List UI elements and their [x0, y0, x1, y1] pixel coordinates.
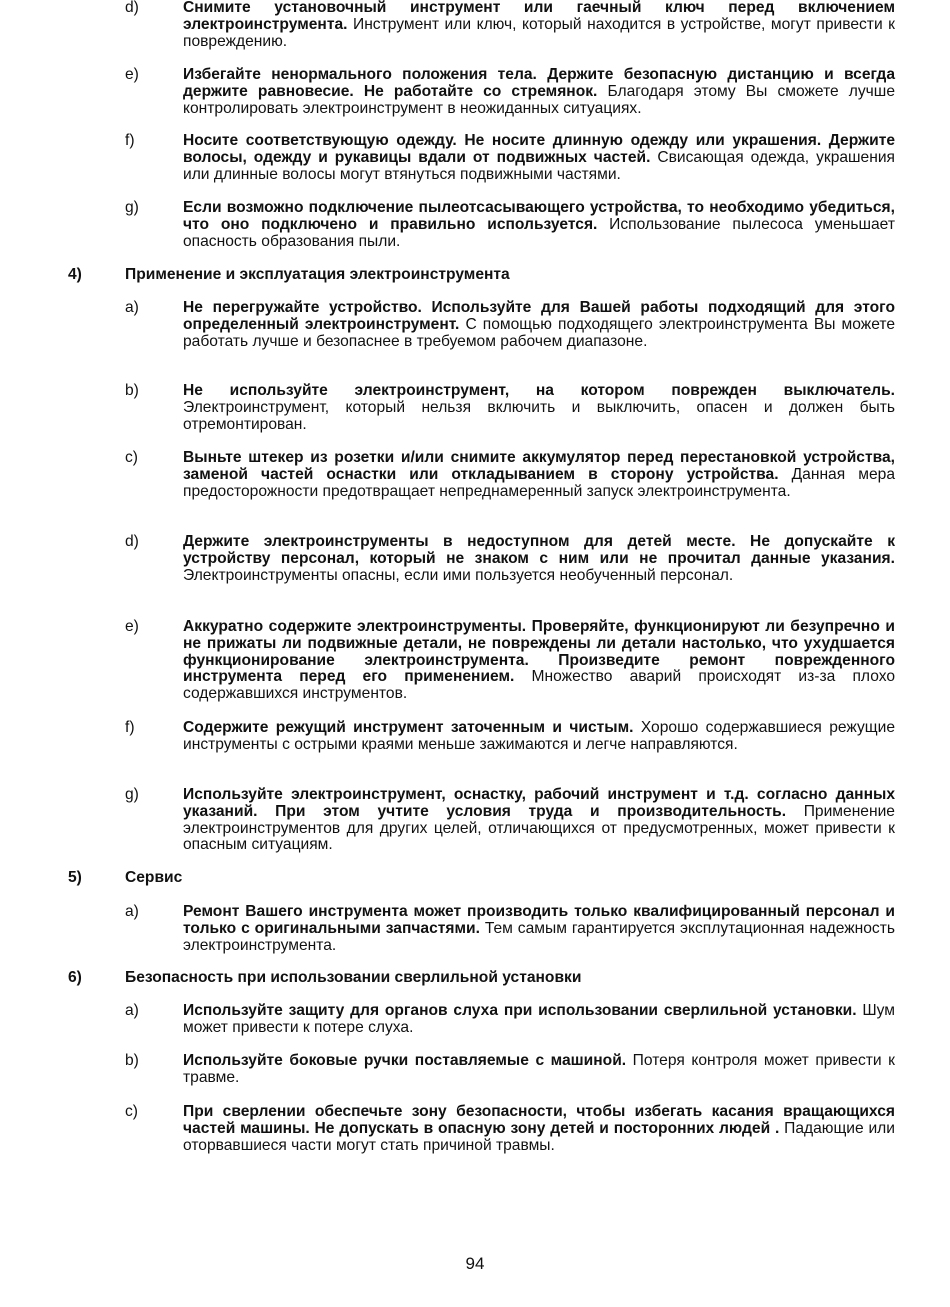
item-emphasis: Носите соответствующую одежду. Не носите длинную одежду или украшения. Держите волосы, одежду и рукавицы вдали от подвижных частей. [183, 132, 895, 166]
item-letter: d) [125, 533, 139, 550]
list-item [183, 904, 895, 954]
item-emphasis: Избегайте ненормального положения тела. Держите безопасную дистанцию и всегда держите равновесие. Не работайте со стремянок. [183, 66, 895, 100]
item-text: Инструмент или ключ, который находится в устройстве, могут привести к повреждению. [183, 15, 895, 50]
item-letter: b) [125, 382, 139, 399]
item-emphasis: Держите электроинструменты в недоступном для детей месте. Не допускайте к устройству персонал, который не знаком с ним или не прочитал данные указания. [183, 533, 895, 567]
item-text: Тем самым гарантируется эксплутационная надежность электроинструмента. [183, 919, 895, 954]
list-item [183, 67, 895, 117]
item-text: Применение электроинструментов для других целей, отличающихся от предусмотренных, может привести к опасным ситуациям. [183, 802, 895, 854]
section-number: 6) [68, 969, 82, 986]
item-letter: a) [125, 903, 139, 920]
list-item [183, 133, 895, 183]
item-emphasis: Не используйте электроинструмент, на котором поврежден выключатель. [183, 382, 895, 399]
item-text: Хорошо содержавшиеся режущие инструменты с острыми краями меньше зажимаются и легче направляются. [183, 719, 895, 753]
section-title: Применение и эксплуатация электроинструмента [125, 266, 510, 283]
list-item [183, 534, 895, 584]
item-emphasis: Если возможно подключение пылеотсасывающего устройства, то необходимо убедиться, что оно подключено и правильно используется. [183, 199, 895, 233]
list-item [183, 1003, 895, 1037]
section-number: 4) [68, 266, 82, 283]
list-item [183, 1104, 895, 1154]
list-item [183, 300, 895, 350]
item-text: Благодаря этому Вы сможете лучше контролировать электроинструмент в неожиданных ситуациях. [183, 82, 895, 117]
item-letter: d) [125, 0, 139, 16]
item-emphasis: Снимите установочный инструмент или гаечный ключ перед включением электроинструмента. [183, 0, 895, 33]
item-letter: g) [125, 199, 139, 216]
item-text: Шум может привести к потере слуха. [183, 1002, 895, 1036]
item-letter: f) [125, 132, 135, 149]
section-number: 5) [68, 869, 82, 886]
list-item [183, 1053, 895, 1087]
item-letter: g) [125, 786, 139, 803]
item-emphasis: Аккуратно содержите электроинструменты. Проверяйте, функционируют ли безупречно и не прижаты ли подвижные детали, не повреждены ли детали настолько, что ухудшается функционирование электроинструмента. Произведите ремонт поврежденного инструмента перед его применением. [183, 618, 895, 686]
item-emphasis: Не перегружайте устройство. Используйте для Вашей работы подходящий для этого определенный электроинструмент. [183, 299, 895, 333]
item-text: С помощью подходящего электроинструмента Вы можете работать лучше и безопаснее в требуемом рабочем диапазоне. [183, 315, 895, 350]
item-text: Потеря контроля может привести к травме. [183, 1052, 895, 1086]
list-item [183, 200, 895, 250]
section-title: Безопасность при использовании сверлильной установки [125, 969, 582, 986]
section-title: Сервис [125, 869, 183, 886]
list-item [183, 0, 895, 50]
item-emphasis: Содержите режущий инструмент заточенным и чистым. [183, 719, 634, 736]
item-text: Данная мера предосторожности предотвращает непреднамеренный запуск электроинструмента. [183, 465, 895, 500]
item-emphasis: Используйте защиту для органов слуха при использовании сверлильной установки. [183, 1002, 857, 1019]
item-text: Падающие или оторвавшиеся части могут стать причиной травмы. [183, 1119, 895, 1154]
item-text: Электроинструмент, который нельзя включить и выключить, опасен и должен быть отремонтирован. [183, 398, 895, 433]
item-letter: a) [125, 299, 139, 316]
list-item [183, 383, 895, 433]
item-letter: c) [125, 449, 138, 466]
item-emphasis: Выньте штекер из розетки и/или снимите аккумулятор перед перестановкой устройства, заменой частей оснастки или откладыванием в сторону устройства. [183, 449, 895, 483]
item-text: Использование пылесоса уменьшает опасность образования пыли. [183, 215, 895, 250]
item-letter: c) [125, 1103, 138, 1120]
item-letter: b) [125, 1052, 139, 1069]
item-letter: f) [125, 719, 135, 736]
item-letter: e) [125, 618, 139, 635]
item-emphasis: Ремонт Вашего инструмента может производить только квалифицированный персонал и только с оригинальными запчастями. [183, 903, 895, 937]
item-text: Электроинструменты опасны, если ими пользуется необученный персонал. [183, 566, 734, 584]
item-text: Множество аварий происходят из-за плохо содержавшихся инструментов. [183, 668, 895, 703]
item-letter: a) [125, 1002, 139, 1019]
list-item [183, 450, 895, 500]
page-number: 94 [465, 1254, 485, 1273]
item-emphasis: При сверлении обеспечьте зону безопасности, чтобы избегать касания вращающихся частей машины. Не допускать в опасную зону детей и посторонних людей . [183, 1103, 895, 1137]
list-item [183, 787, 895, 854]
list-item [183, 619, 895, 703]
list-item [183, 720, 895, 754]
item-text: Свисающая одежда, украшения или длинные волосы могут втянуться подвижными частями. [183, 148, 895, 183]
item-emphasis: Используйте боковые ручки поставляемые с машиной. [183, 1052, 627, 1069]
item-letter: e) [125, 66, 139, 83]
item-emphasis: Используйте электроинструмент, оснастку, рабочий инструмент и т.д. согласно данных указаний. При этом учтите условия труда и производительность. [183, 786, 895, 820]
